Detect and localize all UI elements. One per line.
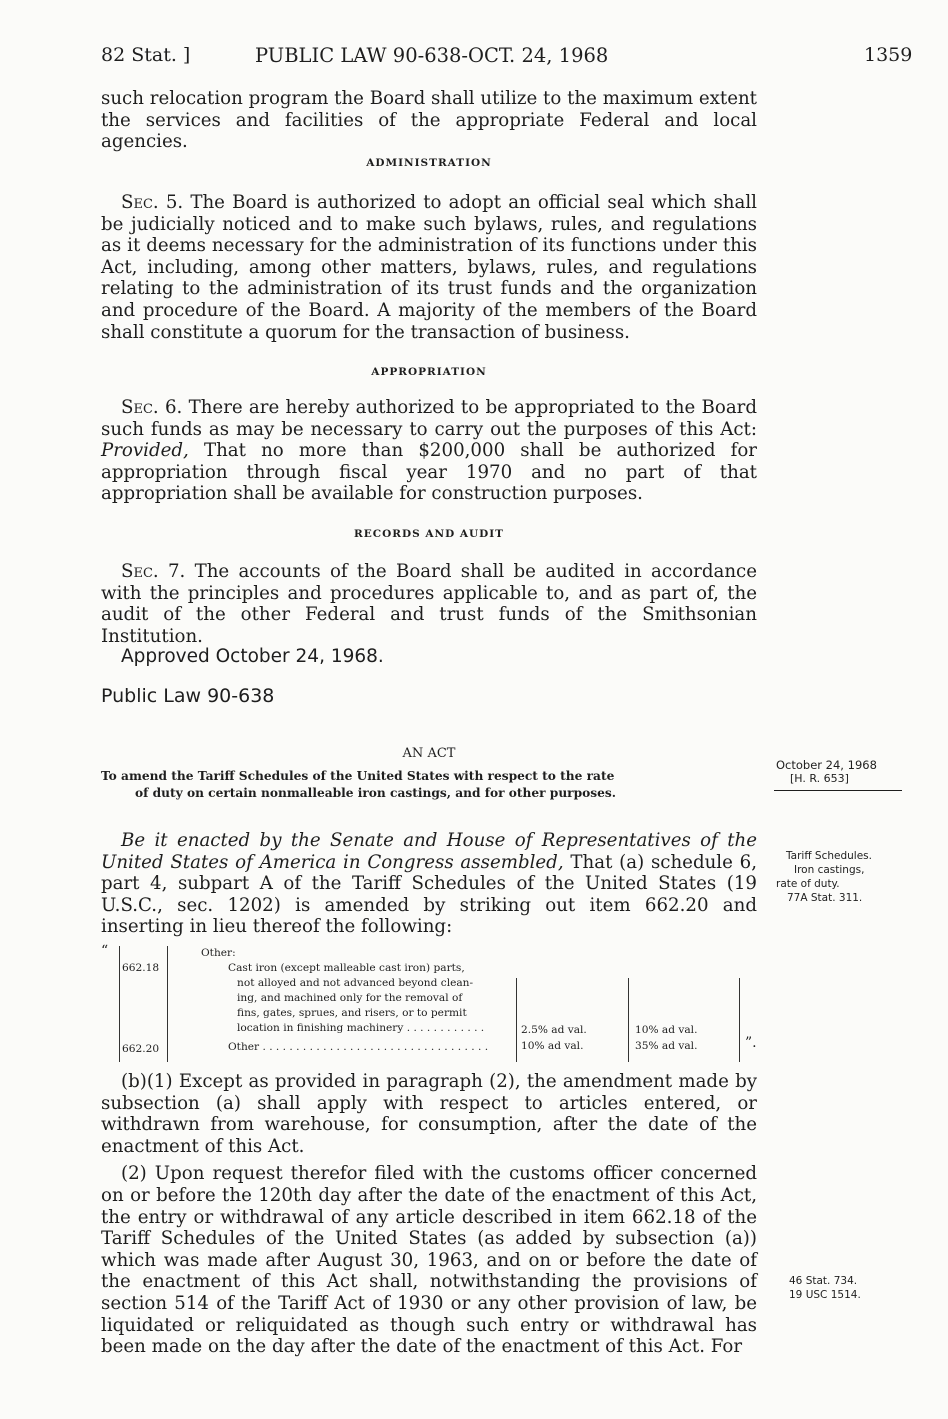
table-rate-column-1: 2.5% ad val.	[521, 1024, 587, 1036]
section-5-label: Sec. 5.	[121, 192, 184, 213]
margin-stat-ref-77a: 77A Stat. 311.	[787, 892, 863, 904]
table-description-line: not alloyed and not advanced beyond clean-	[237, 977, 474, 989]
section-5-text: The Board is authorized to adopt an official seal which shall be judicially noticed and to make such bylaws, rules, and regulations as it deems necessary for the administration of its functions under this Act, including, among other matters, bylaws, rules, and regulations relating to the administration of its trust funds and the organization and procedure of the Board. A majority of the members of the Board shall constitute a quorum for the transaction of business.	[101, 192, 757, 343]
page-running-title: PUBLIC LAW 90-638-OCT. 24, 1968	[255, 44, 609, 67]
stat-reference-header: 82 Stat. ]	[101, 44, 191, 66]
table-description-line: Cast iron (except malleable cast iron) parts,	[228, 962, 465, 974]
table-rule-rate2	[628, 978, 629, 1062]
act-title-line-2: of duty on certain nonmalleable iron castings, and for other purposes.	[135, 786, 616, 800]
section-5-paragraph	[101, 192, 757, 343]
enacting-paragraph	[101, 830, 757, 938]
public-law-number: Public Law 90-638	[101, 685, 275, 707]
an-act-heading: AN ACT	[402, 746, 456, 761]
section-heading-administration: ADMINISTRATION	[366, 157, 492, 169]
section-6-text-b: That no more than $200,000 shall be authorized for appropriation through fiscal year 1970 and no part of that appropriation shall be available for construction purposes.	[101, 440, 757, 505]
section-6-paragraph	[101, 397, 757, 505]
table-other-label: Other:	[201, 947, 236, 959]
table-item-number: 662.18	[122, 962, 160, 974]
table-rule-item	[167, 946, 168, 1062]
table-item-number: 662.20	[122, 1043, 160, 1055]
intro-paragraph: such relocation program the Board shall utilize to the maximum extent the services and facilities of the appropriate Federal and local agencies.	[101, 88, 757, 153]
enacting-clause	[101, 830, 757, 938]
margin-usc-ref-1514: 19 USC 1514.	[789, 1289, 861, 1301]
table-rate-column-1: 10% ad val.	[521, 1040, 584, 1052]
section-5	[101, 192, 757, 343]
page-number: 1359	[864, 44, 913, 66]
section-6-label: Sec. 6.	[121, 397, 183, 418]
section-heading-appropriation: APPROPRIATION	[371, 366, 487, 378]
table-description-line: fins, gates, sprues, and risers, or to permit	[237, 1007, 467, 1019]
enacting-formula: Be it enacted by the Senate and House of Representatives of the United States of America in Congress assembled,	[101, 830, 757, 873]
approval-date: Approved October 24, 1968.	[121, 646, 384, 667]
section-7-paragraph	[101, 561, 757, 647]
section-7-label: Sec. 7.	[121, 561, 186, 582]
provided-proviso: Provided,	[101, 440, 189, 462]
enacting-text: That (a) schedule 6, part 4, subpart A of the Tariff Schedules of the United States (19 U.S.C., sec. 1202) is amended by striking out item 662.20 and inserting in lieu thereof the following:	[101, 851, 757, 938]
act-title	[101, 768, 761, 802]
margin-rate-of-duty: rate of duty.	[776, 878, 840, 890]
margin-tariff-schedules: Tariff Schedules.	[786, 850, 872, 862]
margin-enactment-date: October 24, 1968	[776, 758, 877, 772]
margin-bill-number: [H. R. 653]	[790, 772, 849, 785]
tariff-schedule-table	[101, 944, 781, 1062]
intro-paragraph-block	[101, 88, 757, 153]
section-6-text-a: There are hereby authorized to be appropriated to the Board such funds as may be necessary to carry out the purposes of this Act:	[101, 397, 758, 440]
section-heading-records-and-audit: RECORDS AND AUDIT	[354, 528, 504, 540]
act-title-line-1: To amend the Tariff Schedules of the United States with respect to the rate	[101, 769, 615, 783]
table-rule-left	[119, 946, 120, 1062]
margin-iron-castings: Iron castings,	[794, 864, 865, 876]
margin-stat-ref-46: 46 Stat. 734.	[789, 1275, 858, 1287]
margin-divider	[774, 790, 902, 791]
table-description-line: Other . . . . . . . . . . . . . . . . . . . . . . . . . . . . . . . . . .	[228, 1041, 489, 1053]
table-rule-right	[739, 978, 740, 1062]
table-open-quote: “	[101, 943, 109, 959]
section-6	[101, 397, 757, 505]
subsection-b	[101, 1071, 757, 1358]
table-rule-rate1	[516, 978, 517, 1062]
table-description-line: location in finishing machinery . . . . . . . . . . . .	[237, 1022, 485, 1034]
table-rate-column-2: 10% ad val.	[635, 1024, 698, 1036]
section-7-text: The accounts of the Board shall be audited in accordance with the principles and procedures applicable to, and as part of, the audit of the other Federal and trust funds of the Smithsonian Institution.	[101, 561, 758, 647]
subsection-b2-paragraph: (2) Upon request therefor filed with the customs officer concerned on or before the 120th day after the date of the enactment of this Act, the entry or withdrawal of any article described in item 662.18 of the Tariff Schedules of the United States (as added by subsection (a)) which was made after August 30, 1963, and on or before the date of the enactment of this Act shall, notwithstanding the provisions of section 514 of the Tariff Act of 1930 or any other provision of law, be liquidated or reliquidated as though such entry or withdrawal has been made on the day after the date of the enactment of this Act. For	[101, 1163, 757, 1358]
table-description-line: ing, and machined only for the removal of	[237, 992, 463, 1004]
section-7	[101, 561, 757, 647]
table-close-quote: ”.	[745, 1035, 757, 1051]
subsection-b1-paragraph: (b)(1) Except as provided in paragraph (2), the amendment made by subsection (a) shall apply with respect to articles entered, or withdrawn from warehouse, for consumption, after the date of the enactment of this Act.	[101, 1071, 757, 1157]
table-rate-column-2: 35% ad val.	[635, 1040, 698, 1052]
